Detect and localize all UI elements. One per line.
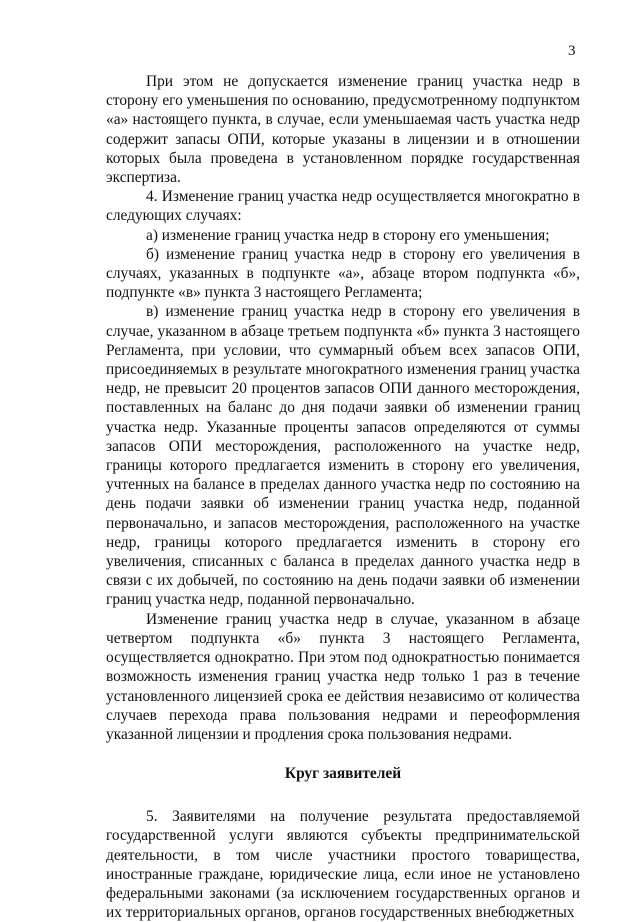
page-number: 3 [568,43,576,59]
paragraph-subitem-a: а) изменение границ участка недр в сторону его уменьшения; [146,226,550,244]
paragraph-item-5: 5. Заявителями на получение результата предоставляемой государственной услуги являются субъекты предпринимательской деятельности, в том числе участники простого товарищества, иностранные граждане, юридические лица, если иное не установлено федеральными законами (за исключением государственных органов и их территориальных органов, органов государственных внебюджетных [106,808,580,922]
paragraph-subitem-b: б) изменение границ участка недр в сторону его увеличения в случаях, указанных в подпункте «а», абзаце втором подпункта «б», подпункте «в» пункта 3 настоящего Регламента; [106,245,580,302]
paragraph-subitem-v: в) изменение границ участка недр в сторону его увеличения в случае, указанном в абзаце третьем подпункта «б» пункта 3 настоящего Регламента, при условии, что суммарный объем всех запасов ОПИ, присоединяемых в результате многократного изменения границ участка недр, не превысит 20 процентов запасов ОПИ данного месторождения, поставленных на баланс до дня подачи заявки об изменении границ участка недр. Указанные проценты запасов определяются от суммы запасов ОПИ месторождения, расположенного на участке недр, границы которого предлагается изменить в сторону его увеличения, учтенных на балансе в пределах данного участка недр по состоянию на день подачи заявки об изменении границ участка недр, поданной первоначально, и запасов месторождения, расположенного на участке недр, границы которого предлагается изменить в сторону его увеличения, списанных с баланса в пределах данного участка недр в связи с их добычей, по состоянию на день подачи заявки об изменении границ участка недр, поданной первоначально. [106,303,580,609]
paragraph-boundary-restriction: При этом не допускается изменение границ участка недр в сторону его уменьшения по основанию, предусмотренному подпунктом «а» настоящего пункта, в случае, если уменьшаемая часть участка недр содержит запасы ОПИ, которые указаны в лицензии и в отношении которых была проведена в установленном порядке государственная экспертиза. [106,73,580,187]
paragraph-one-time-change: Изменение границ участка недр в случае, указанном в абзаце четвертом подпункта «б» пункта 3 настоящего Регламента, осуществляется однократно. При этом под однократностью понимается возможность изменения границ участка недр только 1 раз в течение установленного лицензией срока ее действия независимо от количества случаев перехода права пользования недрами и переоформления указанной лицензии и продления срока пользования недрами. [106,610,580,743]
paragraph-item-4: 4. Изменение границ участка недр осуществляется многократно в следующих случаях: [106,188,580,225]
section-heading-applicants: Круг заявителей [284,765,402,783]
document-body [106,72,580,922]
